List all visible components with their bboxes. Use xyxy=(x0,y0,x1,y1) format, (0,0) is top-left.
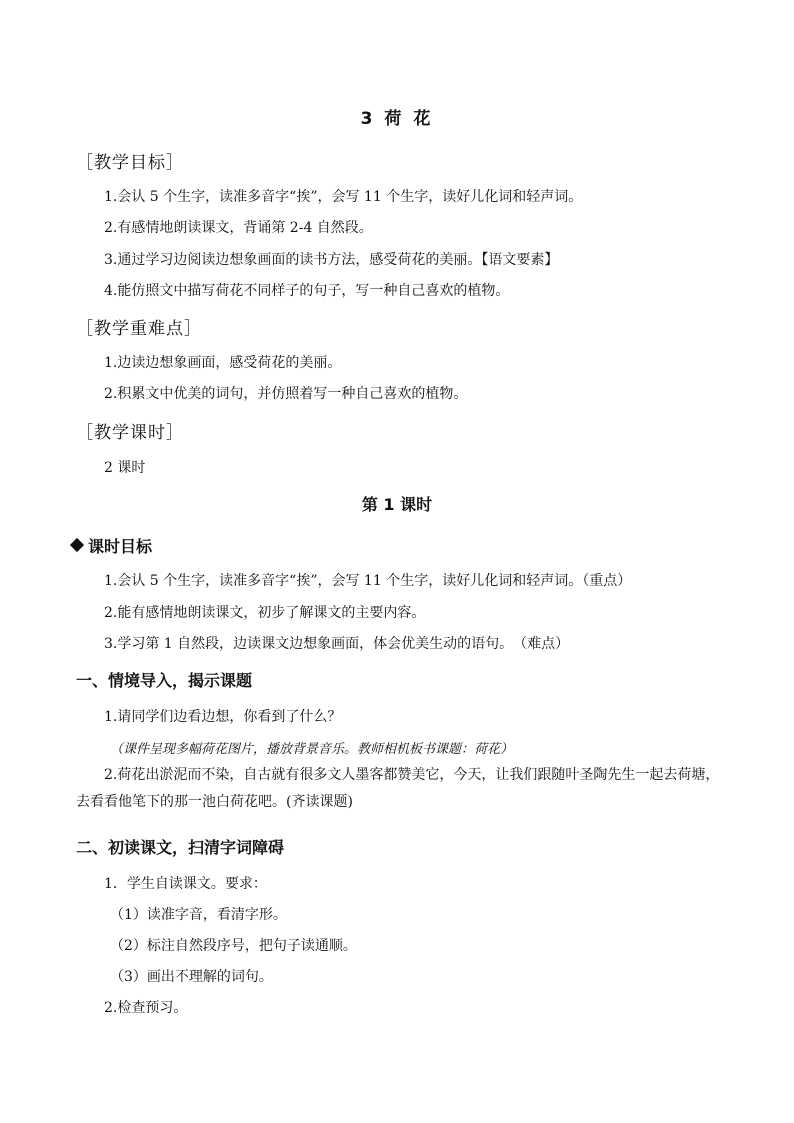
objective-item-4: 4.能仿照文中描写荷花不同样子的句子，写一种自己喜欢的植物。 xyxy=(104,283,510,299)
lesson1-goal-1: 1.会认 5 个生字，读准多音字“挨”，会写 11 个生字，读好儿化词和轻声词。（重点） xyxy=(104,573,632,589)
step2-item-2: 2.检查预习。 xyxy=(104,1000,188,1016)
diamond-bullet-icon xyxy=(70,538,84,552)
step1-note: （课件呈现多幅荷花图片，播放背景音乐。教师相机板书课题：荷花） xyxy=(110,742,514,757)
document-title: 3 荷 花 xyxy=(360,109,434,129)
step2-item-1c: （3）画出不理解的词句。 xyxy=(110,969,273,985)
objectives-heading: ［教学目标］ xyxy=(76,153,184,173)
lesson1-goal-2: 2.能有感情地朗读课文，初步了解课文的主要内容。 xyxy=(104,605,426,621)
lesson1-goal-heading xyxy=(72,534,152,557)
hours-heading: ［教学课时］ xyxy=(76,423,184,443)
objective-item-1: 1.会认 5 个生字，读准多音字“挨”，会写 11 个生字，读好儿化词和轻声词。 xyxy=(104,189,583,205)
step2-item-1a: （1）读准字音，看清字形。 xyxy=(110,907,287,923)
step1-question: 1.请同学们边看边想，你看到了什么？ xyxy=(104,709,342,725)
keypoint-item-1: 1.边读边想象画面，感受荷花的美丽。 xyxy=(104,355,342,371)
keypoint-item-2: 2.积累文中优美的词句，并仿照着写一种自己喜欢的植物。 xyxy=(104,386,468,402)
step2-heading: 二、初读课文，扫清字词障碍 xyxy=(76,838,285,857)
step1-heading: 一、情境导入，揭示课题 xyxy=(76,671,253,690)
step2-item-1: 1．学生自读课文。要求： xyxy=(104,876,267,892)
lesson1-goal-3: 3.学习第 1 自然段，边读课文边想象画面，体会优美生动的语句。 （难点） xyxy=(104,636,570,652)
objective-item-2: 2.有感情地朗读课文，背诵第 2-4 自然段。 xyxy=(104,220,373,236)
lesson1-goal-heading-text: 课时目标 xyxy=(88,537,153,556)
step1-paragraph-2: 2.荷花出淤泥而不染，自古就有很多文人墨客都赞美它，今天，让我们跟随叶圣陶先生一起去荷塘，去看看他笔下的那一池白荷花吧。(齐读课题) xyxy=(76,767,720,810)
hours-value: 2 课时 xyxy=(104,460,146,476)
keypoints-heading: ［教学重难点］ xyxy=(76,319,202,339)
step2-item-1b: （2）标注自然段序号，把句子读通顺。 xyxy=(110,938,357,954)
lesson1-heading: 第 1 课时 xyxy=(361,495,433,514)
objective-item-3: 3.通过学习边阅读边想象画面的读书方法，感受荷花的美丽。【语文要素】 xyxy=(104,252,559,268)
